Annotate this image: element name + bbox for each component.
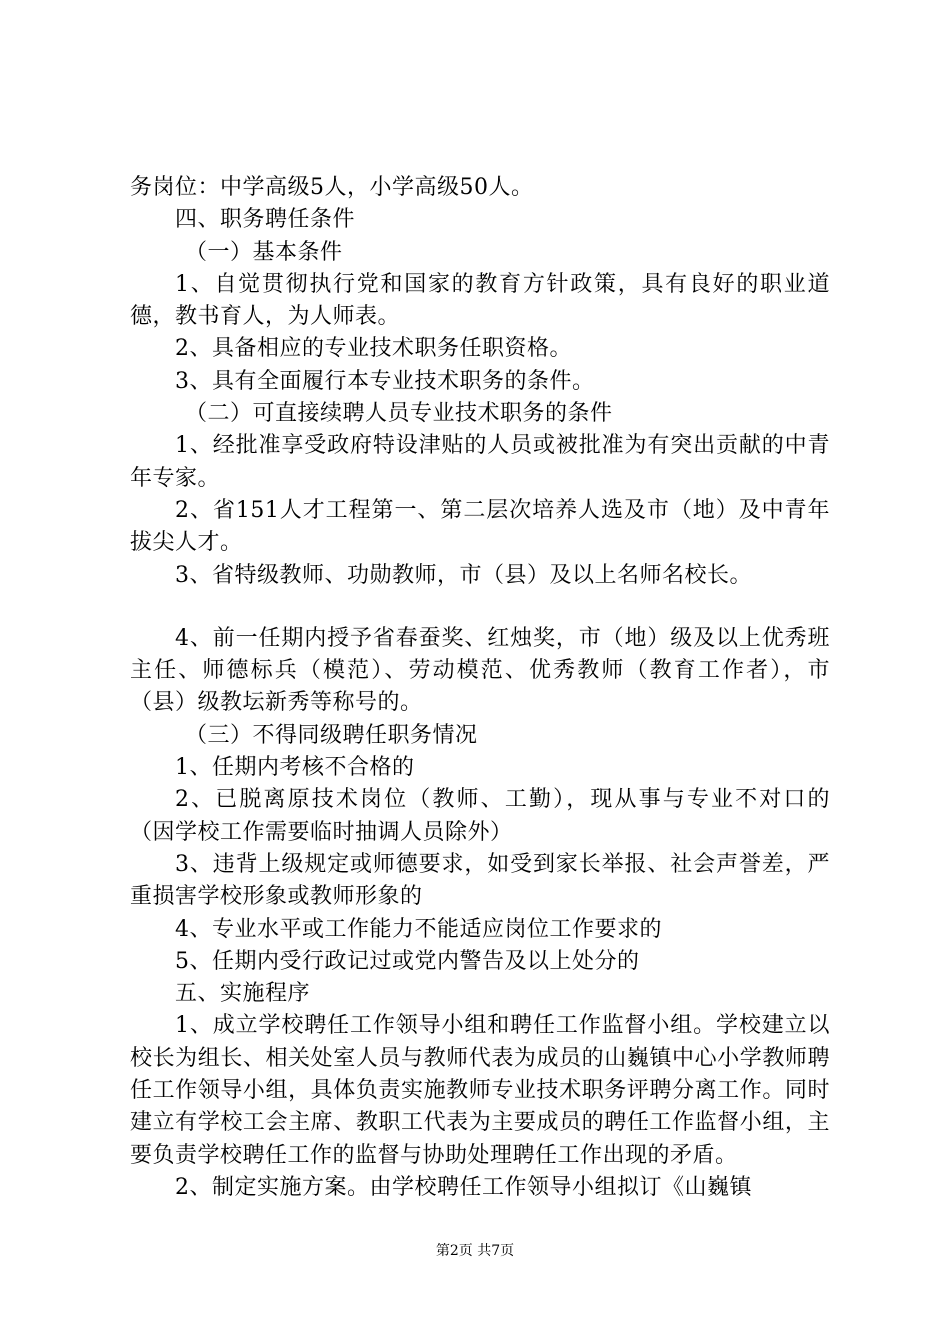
list-item: 2、制定实施方案。由学校聘任工作领导小组拟订《山巍镇 xyxy=(175,1174,752,1200)
page-number: 第2页 共7页 xyxy=(435,1243,515,1259)
list-item: 1、经批准享受政府特设津贴的人员或被批准为有突出贡献的中青年专家。 xyxy=(130,433,830,491)
list-item: 5、任期内受行政记过或党内警告及以上处分的 xyxy=(175,948,640,974)
list-item: 1、自觉贯彻执行党和国家的教育方针政策，具有良好的职业道德，教书育人，为人师表。 xyxy=(130,271,830,330)
list-item: 2、省151人才工程第一、第二层次培养人选及市（地）及中青年拔尖人才。 xyxy=(130,497,830,556)
subsection-heading-basic: （一）基本条件 xyxy=(185,239,343,265)
list-item: 1、成立学校聘任工作领导小组和聘任工作监督小组。学校建立以校长为组长、相关处室人员与教师代表为成员的山巍镇中心小学教师聘任工作领导小组，具体负责实施教师专业技术职务评聘分离工作。同时建立有学校工会主席、教职工代表为主要成员的聘任工作监督小组，主要负责学校聘任工作的监督与协助处理聘任工作出现的矛盾。 xyxy=(130,1013,830,1168)
list-item: 2、已脱离原技术岗位（教师、工勤），现从事与专业不对口的（因学校工作需要临时抽调人员除外） xyxy=(130,787,830,845)
list-item: 4、前一任期内授予省春蚕奖、红烛奖，市（地）级及以上优秀班主任、师德标兵（模范）、劳动模范、优秀教师（教育工作者），市（县）级教坛新秀等称号的。 xyxy=(130,625,830,716)
page-footer xyxy=(0,1241,950,1261)
list-item: 2、具备相应的专业技术职务任职资格。 xyxy=(175,336,572,362)
list-item: 4、专业水平或工作能力不能适应岗位工作要求的 xyxy=(175,916,662,942)
document-body xyxy=(130,172,830,1204)
list-item: 3、具有全面履行本专业技术职务的条件。 xyxy=(175,368,595,394)
list-item: 3、省特级教师、功勋教师，市（县）及以上名师名校长。 xyxy=(175,562,752,588)
paragraph-continuation: 务岗位：中学高级5人，小学高级50人。 xyxy=(130,175,534,200)
blank-line xyxy=(130,592,830,623)
section-heading-conditions: 四、职务聘任条件 xyxy=(175,207,356,233)
list-item: 3、违背上级规定或师德要求，如受到家长举报、社会声誉差，严重损害学校形象或教师形象的 xyxy=(130,851,830,910)
list-item: 1、任期内考核不合格的 xyxy=(175,755,415,781)
section-heading-procedure: 五、实施程序 xyxy=(175,981,311,1007)
subsection-heading-renewal: （二）可直接续聘人员专业技术职务的条件 xyxy=(185,401,613,427)
subsection-heading-exclusions: （三）不得同级聘任职务情况 xyxy=(185,722,478,748)
